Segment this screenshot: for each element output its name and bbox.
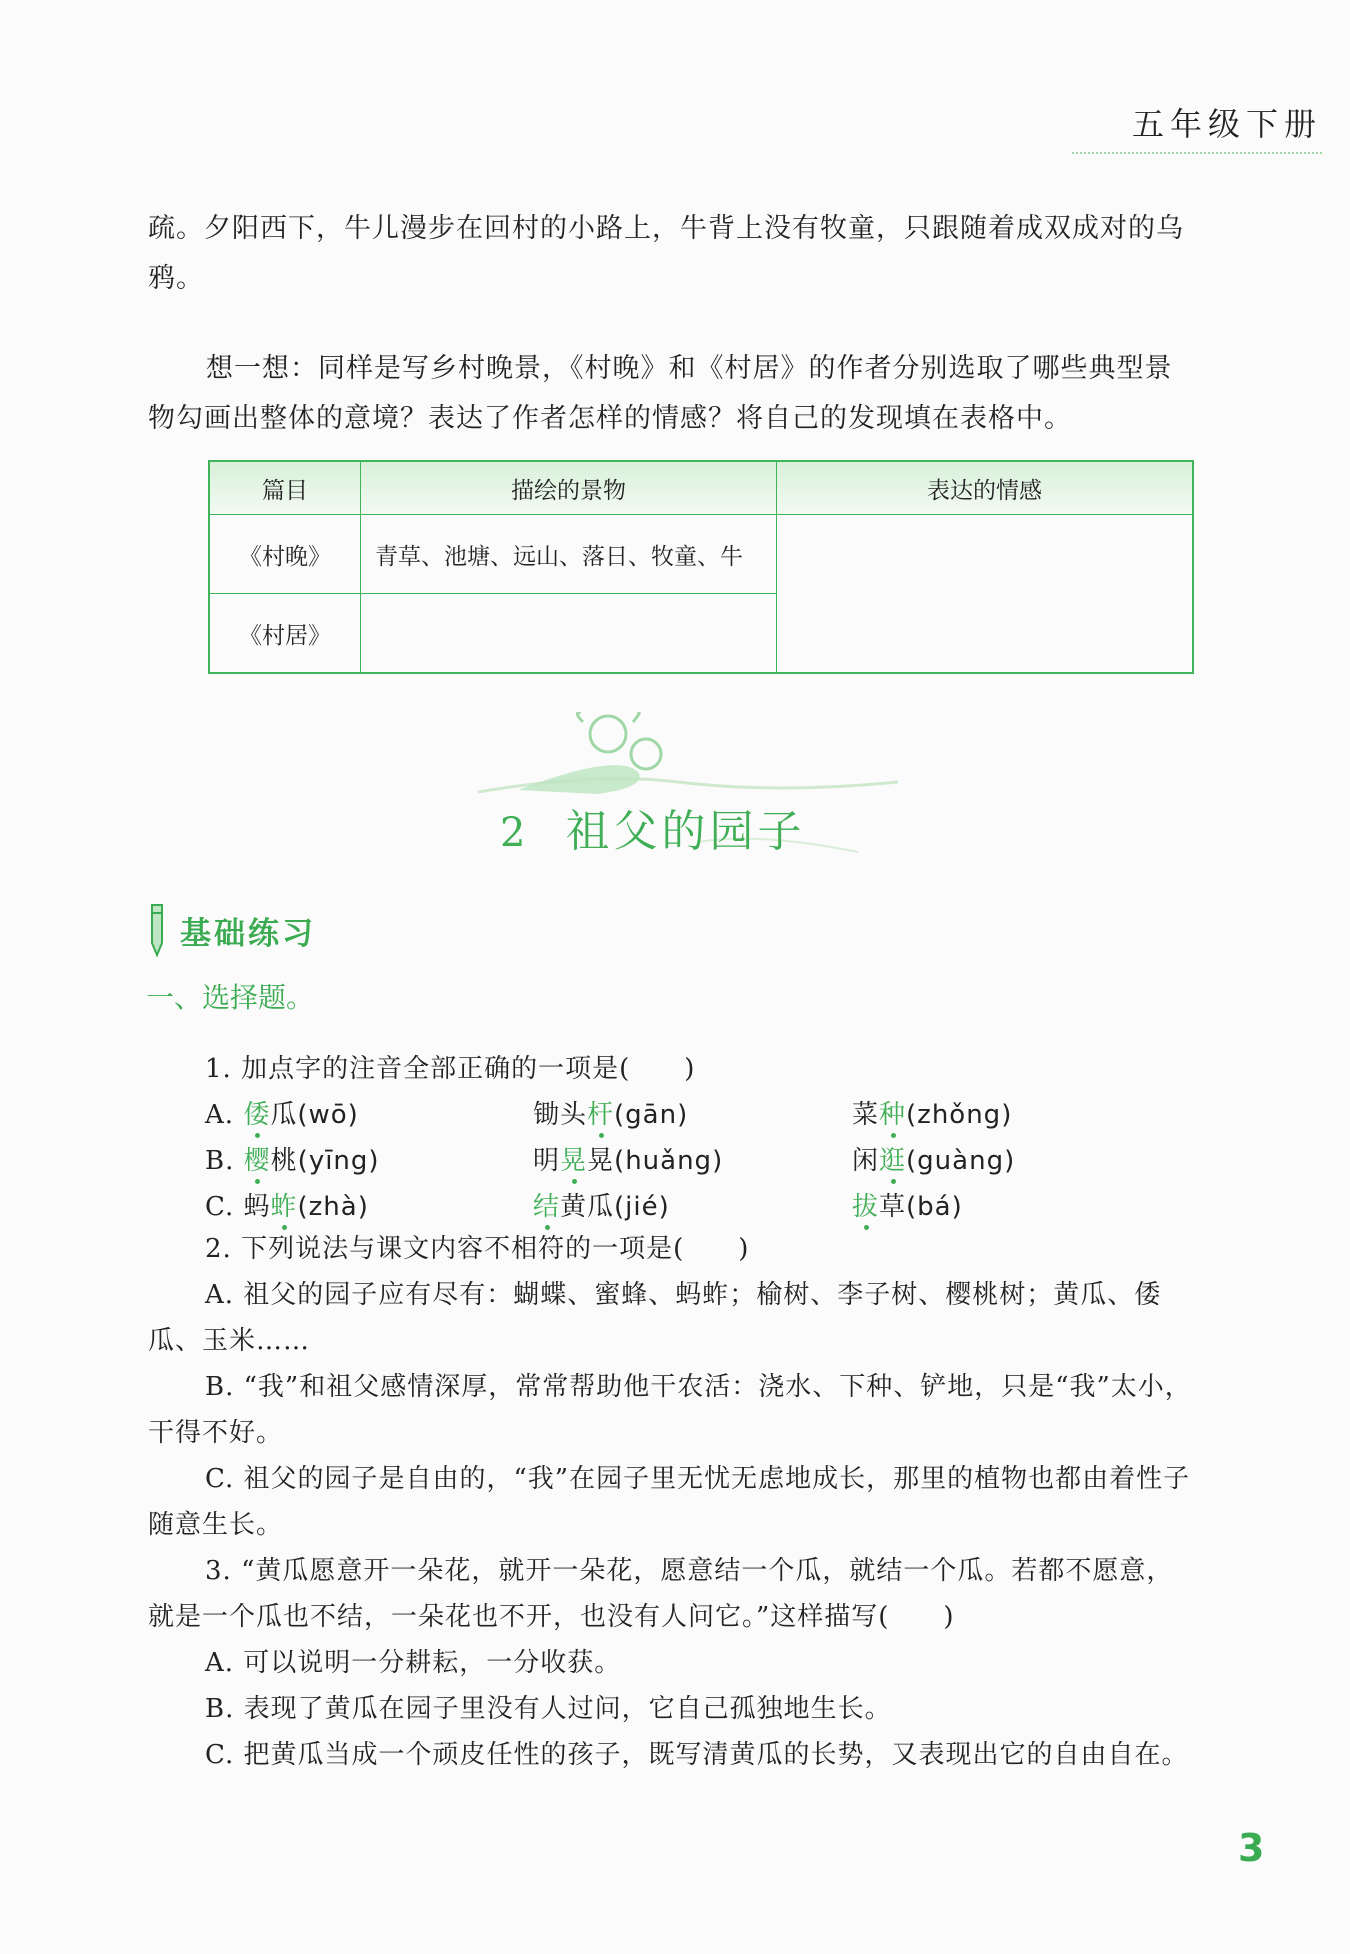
grade-label: 五年级下册 bbox=[1072, 100, 1322, 154]
question-2-option-c: C. 祖父的园子是自由的，“我”在园子里无忧无虑地成长，那里的植物也都由着性子随意生长。 bbox=[148, 1464, 1191, 1540]
dotted-char: 种 bbox=[879, 1094, 906, 1131]
option-1c: C. 蚂蚱(zhà) bbox=[205, 1186, 369, 1223]
row-title: 《村晚》 bbox=[209, 515, 361, 594]
question-2-option-a: A. 祖父的园子应有尽有：蝴蝶、蜜蜂、蚂蚱；榆树、李子树、樱桃树；黄瓜、倭瓜、玉米…… bbox=[148, 1280, 1162, 1356]
option-1a: A. 倭瓜(wō) bbox=[205, 1094, 359, 1131]
passage-task: 想一想：同样是写乡村晚景，《村晚》和《村居》的作者分别选取了哪些典型景物勾画出整体的意境？表达了作者怎样的情感？将自己的发现填在表格中。 bbox=[148, 353, 1173, 434]
question-2-stem: 2. 下列说法与课文内容不相符的一项是( ) bbox=[205, 1234, 750, 1264]
passage-continued: 疏。夕阳西下，牛儿漫步在回村的小路上，牛背上没有牧童，只跟随着成双成对的乌鸦。 bbox=[148, 213, 1184, 294]
row-title: 《村居》 bbox=[209, 594, 361, 674]
table-header-row bbox=[209, 461, 1193, 515]
dotted-char: 倭 bbox=[243, 1094, 270, 1131]
question-1-stem: 1. 加点字的注音全部正确的一项是( ) bbox=[205, 1054, 696, 1084]
row-scenery bbox=[361, 594, 777, 674]
lesson-number: 2 bbox=[500, 810, 530, 856]
option-1a-2: 锄头杆(gān) bbox=[533, 1094, 688, 1131]
question-2-option-b: B. “我”和祖父感情深厚，常常帮助他干农活：浇水、下种、铲地，只是“我”太小，干得不好。 bbox=[148, 1372, 1192, 1448]
question-3-stem: 3. “黄瓜愿意开一朵花，就开一朵花，愿意结一个瓜，就结一个瓜。若都不愿意，就是一个瓜也不结，一朵花也不开，也没有人问它。”这样描写( ) bbox=[148, 1556, 1174, 1632]
option-1b-3: 闲逛(guàng) bbox=[852, 1140, 1015, 1177]
dotted-char: 拔 bbox=[852, 1186, 879, 1223]
dotted-char: 结 bbox=[533, 1186, 560, 1223]
emotion-cell bbox=[777, 515, 1194, 674]
option-1c-2: 结黄瓜(jié) bbox=[533, 1186, 670, 1223]
header-emotion: 表达的情感 bbox=[777, 461, 1194, 515]
row-scenery: 青草、池塘、远山、落日、牧童、牛 bbox=[361, 515, 777, 594]
option-1a-3: 菜种(zhǒng) bbox=[852, 1094, 1012, 1131]
option-1b: B. 樱桃(yīng) bbox=[205, 1140, 380, 1177]
lesson-title bbox=[500, 795, 880, 859]
dotted-char: 逛 bbox=[879, 1140, 906, 1177]
comparison-table bbox=[208, 460, 1194, 674]
page-number: 3 bbox=[1238, 1826, 1265, 1870]
question-3-option-c: C. 把黄瓜当成一个顽皮任性的孩子，既写清黄瓜的长势，又表现出它的自由自在。 bbox=[205, 1740, 1189, 1770]
question-3-option-a: A. 可以说明一分耕耘，一分收获。 bbox=[205, 1648, 622, 1678]
dotted-char: 晃 bbox=[560, 1140, 587, 1177]
question-type: 一、选择题。 bbox=[146, 981, 315, 1014]
dotted-char: 樱 bbox=[244, 1140, 271, 1177]
option-1b-2: 明晃晃(huǎng) bbox=[533, 1140, 723, 1177]
table-row bbox=[209, 515, 1193, 594]
question-3-option-b: B. 表现了黄瓜在园子里没有人过问，它自己孤独地生长。 bbox=[205, 1694, 892, 1724]
dotted-char: 杆 bbox=[587, 1094, 614, 1131]
section-title: 基础练习 bbox=[180, 915, 316, 952]
dotted-char: 蚱 bbox=[271, 1186, 298, 1223]
section-heading bbox=[146, 900, 316, 960]
pencil-icon bbox=[146, 903, 168, 957]
header-scenery: 描绘的景物 bbox=[361, 461, 777, 515]
lesson-name: 祖父的园子 bbox=[565, 806, 806, 857]
header-title: 篇目 bbox=[209, 461, 361, 515]
option-1c-3: 拔草(bá) bbox=[852, 1186, 963, 1223]
